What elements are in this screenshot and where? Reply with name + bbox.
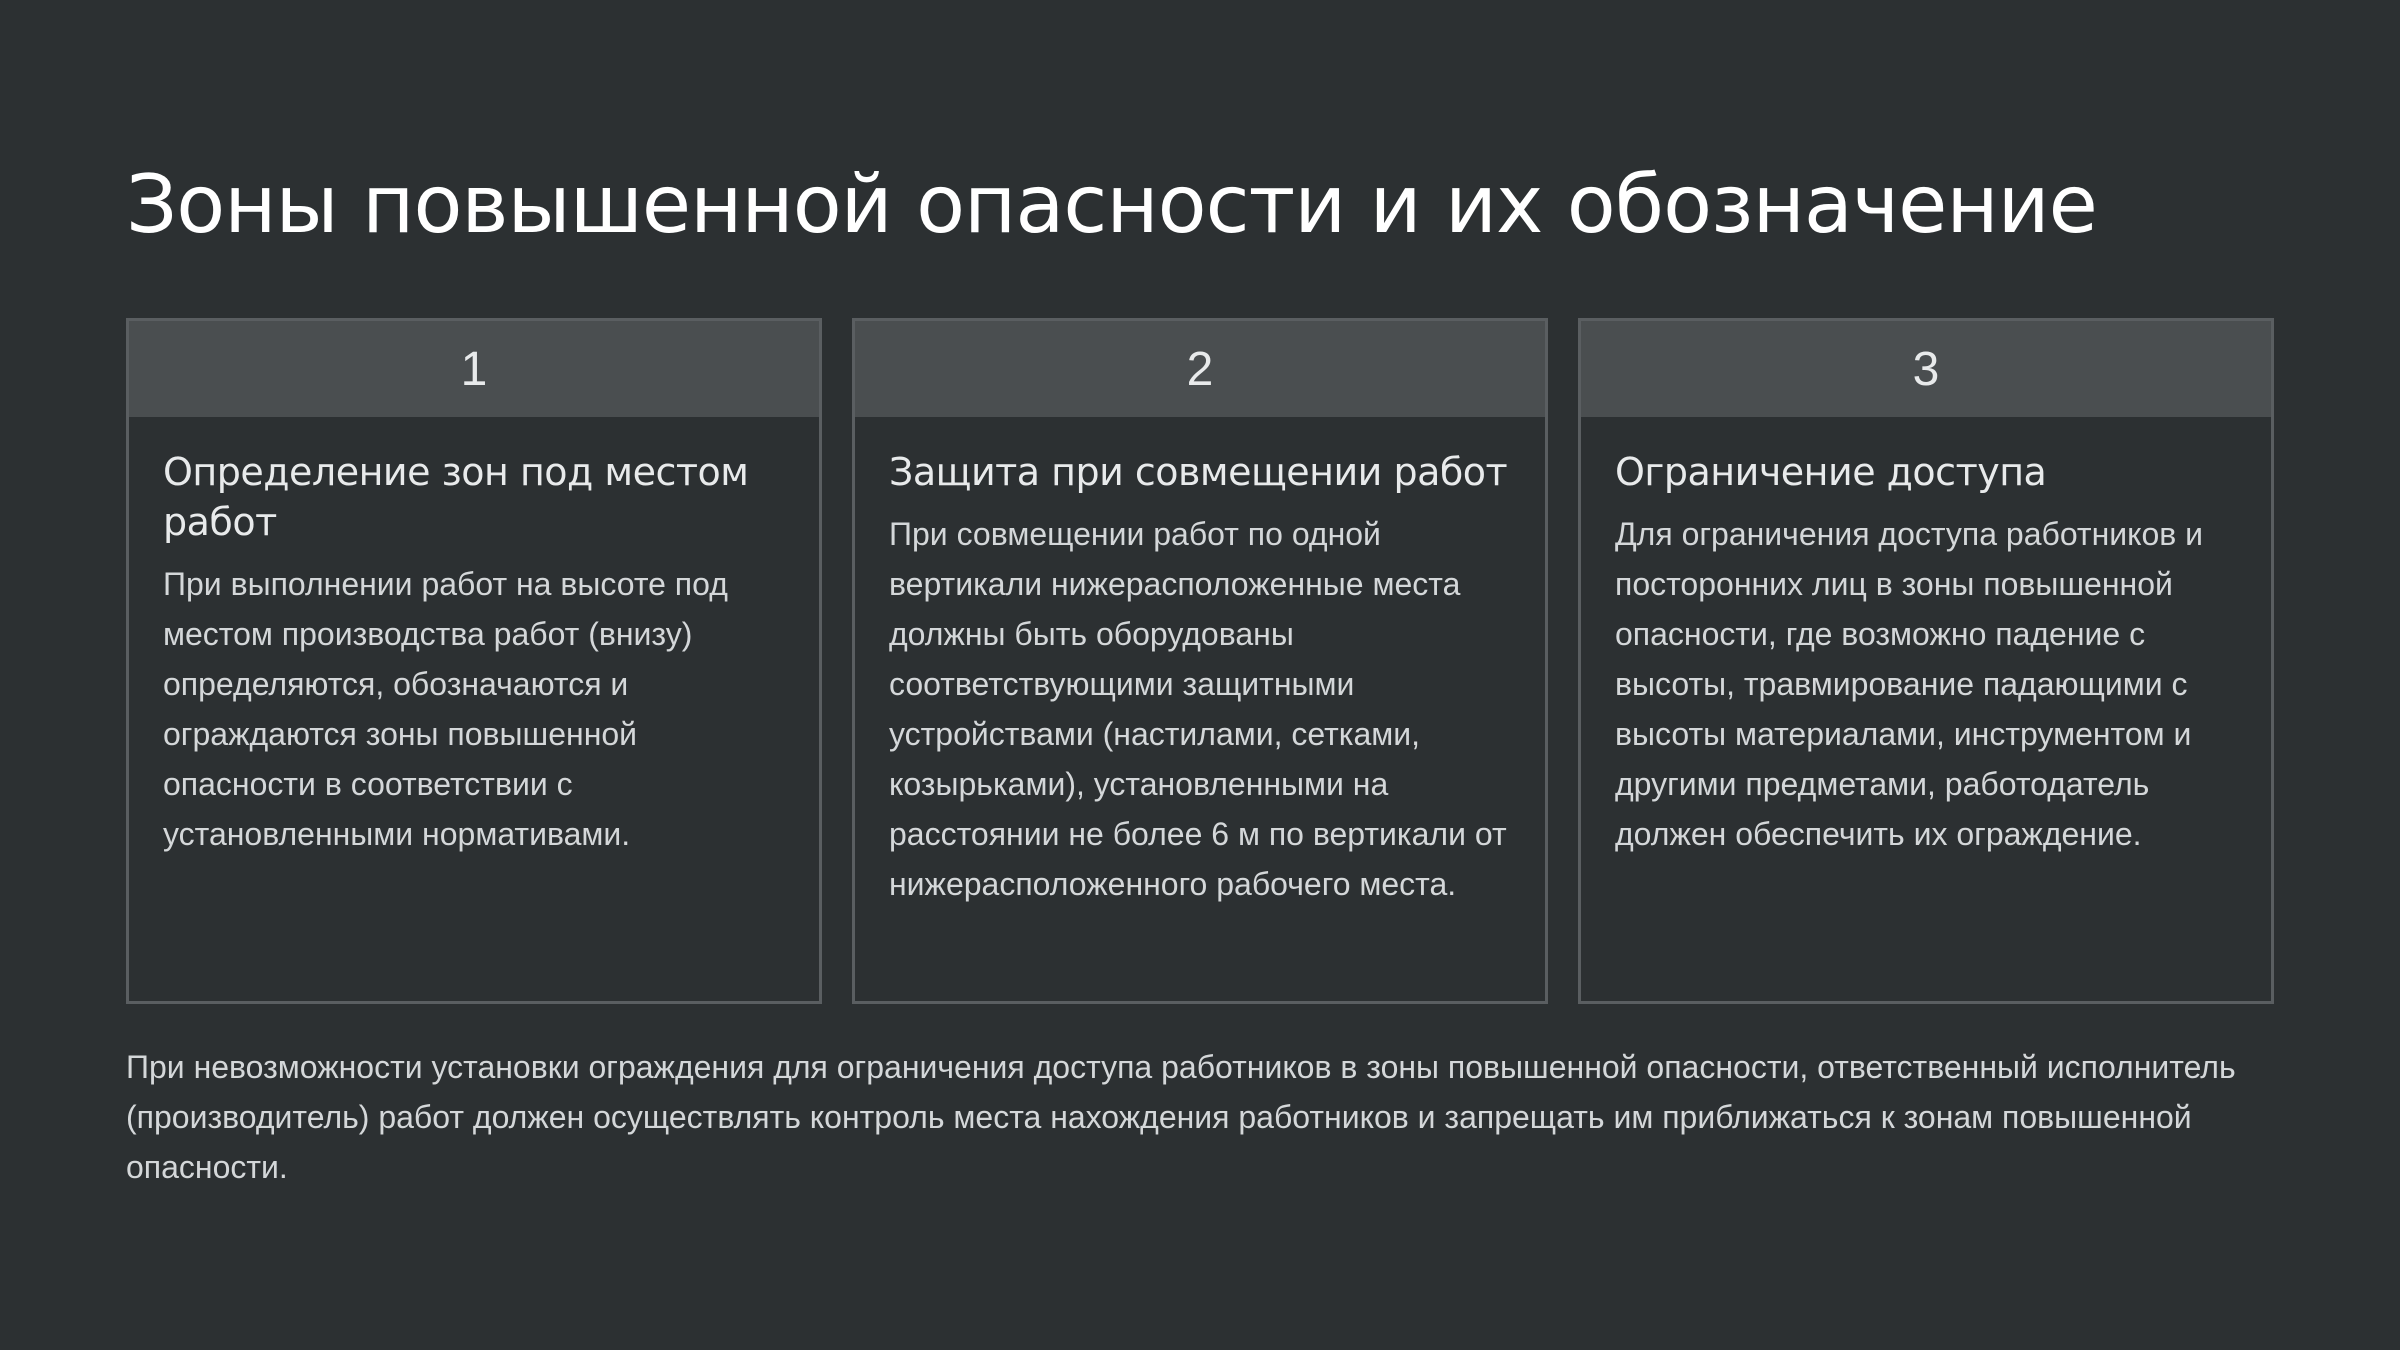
card-heading: Определение зон под местом работ (163, 450, 749, 544)
card-text: При совмещении работ по одной вертикали нижерасположенные места должны быть оборудованы соответствующими защитными устройствами (настилами, сетками, козырьками), установленными на расстоянии не более 6 м по вертикали от нижерасположенного рабочего места. (889, 516, 1507, 902)
card-number: 1 (129, 321, 819, 417)
card-heading: Ограничение доступа (1615, 450, 2047, 494)
card-text: При выполнении работ на высоте под местом производства работ (внизу) определяются, обозначаются и ограждаются зоны повышенной опасности в соответствии с установленными нормативами. (163, 566, 728, 852)
card-2 (852, 318, 1548, 1004)
card-body (855, 417, 1545, 909)
slide-title: Зоны повышенной опасности и их обозначение (126, 158, 2097, 251)
card-number: 2 (855, 321, 1545, 417)
card-body (129, 417, 819, 859)
cards-row (126, 318, 2274, 1004)
card-body (1581, 417, 2271, 859)
footer-note: При невозможности установки ограждения для ограничения доступа работников в зоны повышенной опасности, ответственный исполнитель (производитель) работ должен осуществлять контроль места нахождения работников и запрещать им приближаться к зонам повышенной опасности. (126, 1049, 2236, 1185)
card-number: 3 (1581, 321, 2271, 417)
card-heading: Защита при совмещении работ (889, 450, 1508, 494)
card-3 (1578, 318, 2274, 1004)
card-1 (126, 318, 822, 1004)
card-text: Для ограничения доступа работников и посторонних лиц в зоны повышенной опасности, где возможно падение с высоты, травмирование падающими с высоты материалами, инструментом и другими предметами, работодатель должен обеспечить их ограждение. (1615, 516, 2204, 852)
